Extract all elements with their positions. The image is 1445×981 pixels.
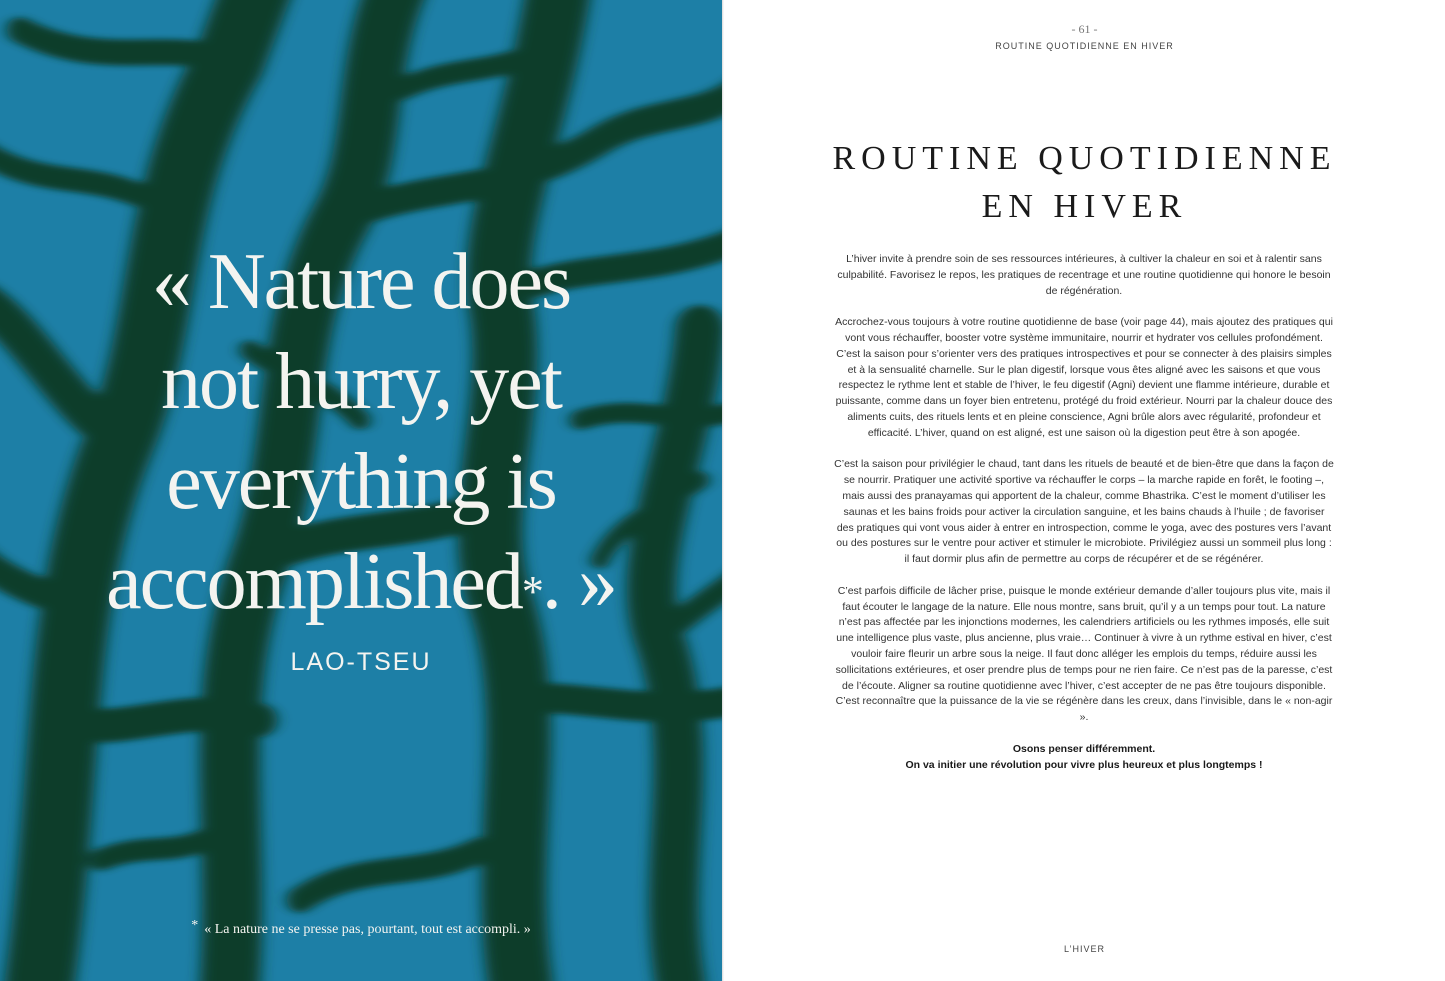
paragraph-intro: L’hiver invite à prendre soin de ses ressources intérieures, à cultiver la chaleur en soi et à ralentir sans culpabilité. Favorisez le repos, les pratiques de recentrage et une routine quotidienne qui honore le besoin de régénération. [837, 253, 1331, 297]
body-text [834, 252, 1334, 789]
quote-author: LAO-TSEU [290, 648, 432, 676]
quote-line-2: not hurry, yet [160, 338, 562, 426]
paragraph-warmth: C’est la saison pour privilégier le chaud, tant dans les rituels de beauté et de bien-être que dans la façon de se nourrir. Pratiquer une activité sportive va réchauffer le corps – la marche rapide en forêt, le footing –, mais aussi des pranayamas qui apportent de la chaleur, comme Bhastrika. C’est le moment d’utiliser les saunas et les bains froids pour activer la circulation sanguine, et les bains chauds à l’huile ; de favoriser des pratiques qui vont vous aider à entrer en introspection, comme le yoga, avec des postures vers l’avant ou des postures sur le ventre pour activer et stimuler le microbiote. Privilégiez aussi un sommeil plus long : il faut dormir plus afin de permettre au corps de récupérer et de se régénérer. [834, 458, 1334, 566]
left-page-photo [0, 0, 722, 981]
closing-line-2: On va initier une révolution pour vivre plus heureux et plus longtemps ! [905, 758, 1263, 771]
quote-line-3: everything is [166, 438, 556, 526]
title-line-2: EN HIVER [981, 188, 1188, 225]
quote-line-4: accomplished [106, 538, 522, 626]
closing-line-1: Osons penser différemment. [1012, 742, 1156, 755]
closing-statement [834, 742, 1334, 774]
footnote-asterisk: * [191, 918, 199, 933]
quote-open-mark: « [151, 238, 190, 326]
quote-line-1: Nature does [207, 238, 571, 326]
quote-text [20, 232, 702, 632]
page-title [724, 135, 1445, 231]
paragraph-nature: C’est parfois difficile de lâcher prise, puisque le monde extérieur demande d’aller toujours plus vite, mais il faut écouter le langage de la nature. Elle nous montre, sans bruit, qu’il y a un temps pour tout. La nature n’est pas affectée par les injonctions modernes, les calendriers artificiels ou les rythmes imposés, elle suit une intelligence plus vaste, plus ancienne, plus vraie… Continuer à vivre à un rythme estival en hiver, c’est vouloir faire fleurir un arbre sous la neige. Il faut donc alléger les emplois du temps, réduire aussi les sollicitations extérieures, et oser prendre plus de temps pour ne rien faire. Ce n’est pas de la paresse, c’est de l’écoute. Aligner sa routine quotidienne avec l’hiver, c’est accepter de ne pas être toujours disponible. C’est reconnaître que la puissance de la vie se régénère dans les creux, dans l’invisible, dans le « non-agir ». [835, 584, 1333, 724]
running-header: ROUTINE QUOTIDIENNE EN HIVER [995, 41, 1174, 51]
page-number: - 61 - [1071, 22, 1098, 36]
footnote-text: « La nature ne se presse pas, pourtant, tout est accompli. » [204, 922, 531, 937]
right-page-text [724, 0, 1445, 981]
running-footer: L’HIVER [1063, 944, 1105, 954]
quote-footnote [0, 918, 722, 938]
quote-close-mark: . » [541, 538, 616, 626]
title-line-1: ROUTINE QUOTIDIENNE [832, 140, 1337, 177]
quote-asterisk: * [521, 567, 542, 616]
paragraph-routine: Accrochez-vous toujours à votre routine quotidienne de base (voir page 44), mais ajoutez des pratiques qui vont vous réchauffer, booster votre système immunitaire, nourrir et hydrater vos cellules profondément. C’est la saison pour s’orienter vers des pratiques introspectives et pour se connecter à des plaisirs simples et à la sensualité charnelle. Sur le plan digestif, lorsque vous êtes aligné avec les saisons et que vous respectez le rythme lent et stable de l’hiver, le feu digestif (Agni) devient une flamme intérieure, durable et puissante, comme dans un foyer bien entretenu, protégé du froid extérieur. Nourri par la chaleur douce des aliments cuits, des rituels lents et en pleine conscience, Agni brûle alors avec régularité, profondeur et efficacité. L’hiver, quand on est aligné, est une saison où la digestion peut être à son apogée. [835, 316, 1333, 439]
